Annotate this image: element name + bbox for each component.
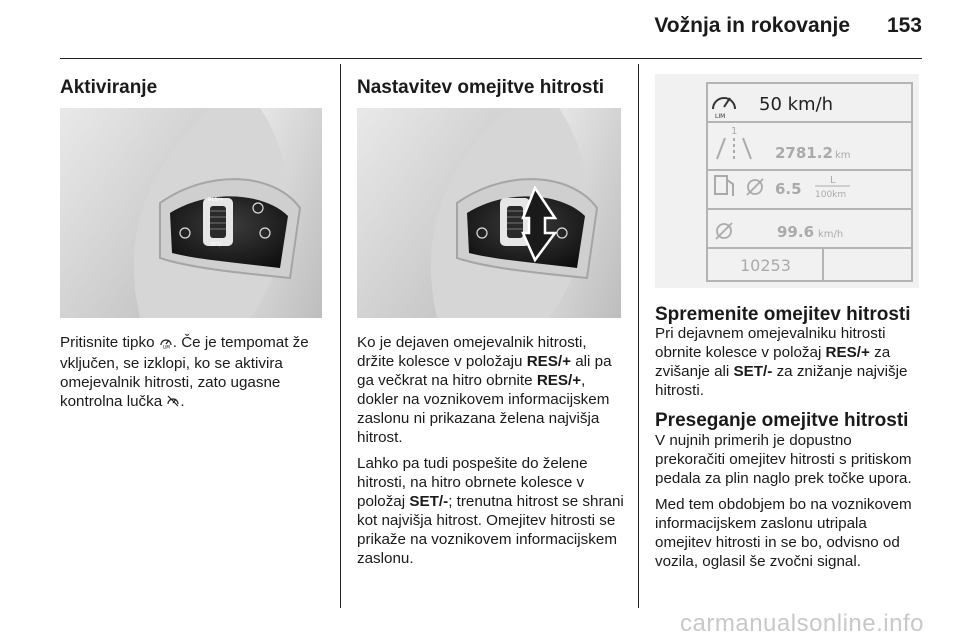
col3-body-b [655, 431, 925, 578]
col3-paragraph-a: Pri dejavnem omejevalniku hitrosti obrnite kolesce v položaj RES/+ za zvišanje ali SET/- za znižanje najvišje hitrosti. [655, 325, 908, 399]
page-header-title: Vožnja in rokovanje [654, 14, 850, 37]
column-divider-2 [638, 64, 639, 608]
speed-limiter-icon [159, 335, 173, 354]
trip-odometer-value: 2781.2 [775, 144, 833, 162]
header-rule [60, 58, 922, 59]
fuel-consumption-value: 6.5 [775, 180, 802, 198]
trip-odometer-unit: km [835, 150, 851, 161]
avg-speed-unit: km/h [818, 229, 844, 240]
wheel-label-set: SET/- [210, 242, 223, 248]
col2-body [357, 333, 627, 575]
col3-body-a [655, 324, 925, 407]
svg-text:LIM: LIM [162, 344, 170, 349]
col3-paragraph-b2: Med tem obdobjem bo na voznikovem informacijskem zaslonu utripala omejitev hitrosti in se bo, odvisno od vozila, oglasil še zvočni signal. [655, 496, 912, 570]
total-odometer-value: 10253 [740, 256, 791, 275]
wheel-label-res: RES/+ [208, 197, 224, 203]
driver-info-display-image [655, 74, 919, 288]
col3-paragraph-b1: V nujnih primerih je dopustno prekoračiti omejitev hitrosti s pritiskom pedala za plin naglo prek točke upora. [655, 432, 912, 487]
section-heading-nastavitev: Nastavitev omejitve hitrosti [357, 77, 605, 98]
col2-paragraph-2: Lahko pa tudi pospešite do želene hitrosti, na hitro obrnete kolesce v položaj SET/-; trenutna hitrost se shrani kot najvišja hitrost. Omejitev hitrosti se prikaže na voznikovem informacijskem zaslonu. [357, 455, 624, 567]
section-heading-spremenite: Spremenite omejitev hitrosti [655, 304, 911, 325]
avg-speed-value: 99.6 [777, 223, 815, 241]
svg-text:LIM: LIM [715, 113, 726, 120]
fuel-unit-bottom: 100km [815, 190, 847, 200]
col2-paragraph-1: Ko je dejaven omejevalnik hitrosti, držite kolesce v položaju RES/+ ali pa ga večkrat na hitro obrnite RES/+, dokler na voznikovem informacijskem zaslonu ni prikazana želena najvišja hitrost. [357, 334, 612, 446]
section-heading-aktiviranje: Aktiviranje [60, 77, 158, 98]
col1-body [60, 333, 330, 420]
speed-limit-value: 50 km/h [759, 94, 834, 115]
steering-wheel-image [60, 108, 322, 318]
steering-wheel-arrow-image [357, 108, 621, 318]
page-number: 153 [886, 14, 922, 37]
column-divider-1 [340, 64, 341, 608]
watermark: carmanualsonline.info [680, 610, 924, 637]
gear-indicator: 1 [731, 126, 738, 137]
section-heading-preseganje: Preseganje omejitve hitrosti [655, 410, 909, 431]
fuel-unit-top: L [830, 175, 836, 186]
col1-paragraph: Pritisnite tipko LIM . Če je tempomat že vključen, se izklopi, ko se aktivira omejevalnik hitrosti, zato ugasne kontrolna lučka . [60, 333, 330, 413]
cruise-control-off-icon [166, 394, 180, 413]
